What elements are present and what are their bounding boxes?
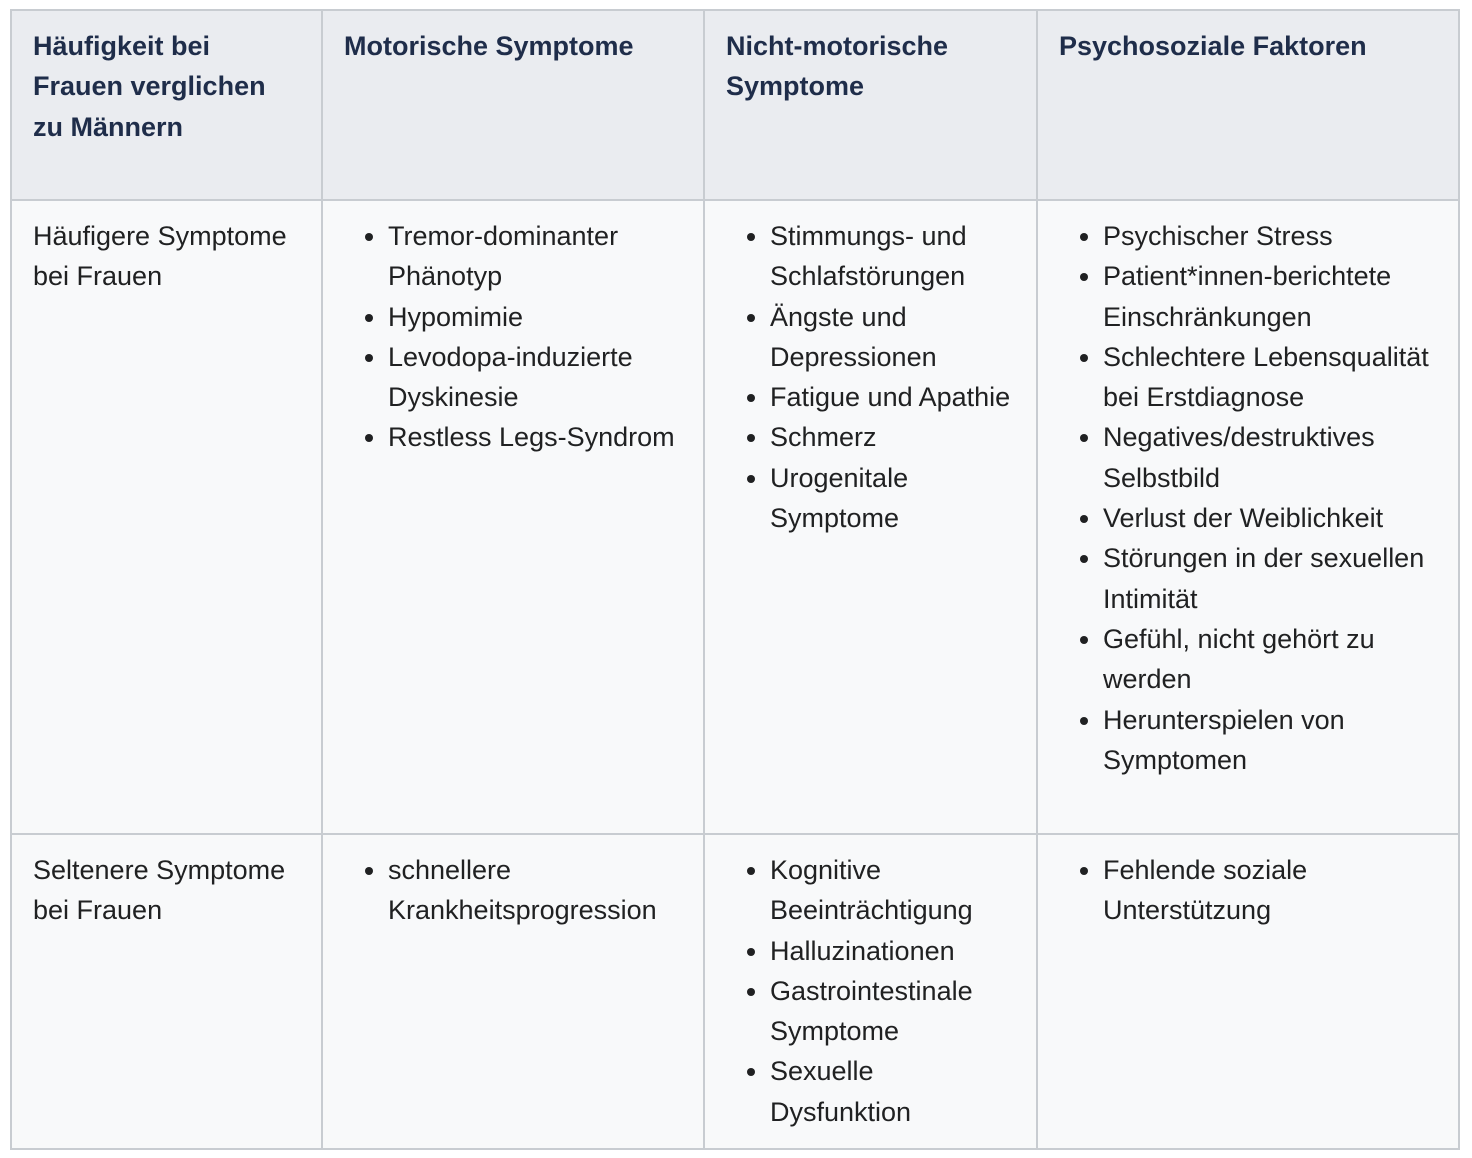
list-item: Kognitive Beeinträchtigung — [770, 850, 1016, 931]
symptom-comparison-table — [10, 9, 1460, 1150]
list-item: Levodopa-induzierte Dyskinesie — [388, 337, 683, 418]
table-header-row — [11, 10, 1459, 200]
header-motor-symptoms: Motorische Symptome — [322, 10, 704, 200]
list-item: Herunterspielen von Symptomen — [1103, 700, 1438, 781]
cell-motor-more-common — [322, 200, 704, 834]
list-item: Hypomimie — [388, 297, 683, 337]
psychosocial-list-less-common — [1059, 850, 1438, 931]
motor-list-less-common — [344, 850, 683, 931]
list-item: schnellere Krankheitsprogression — [388, 850, 683, 931]
list-item: Psychischer Stress — [1103, 216, 1438, 256]
list-item: Urogenitale Symptome — [770, 458, 1016, 539]
list-item: Fatigue und Apathie — [770, 377, 1016, 417]
list-item: Schmerz — [770, 417, 1016, 457]
list-item: Negatives/destruktives Selbstbild — [1103, 417, 1438, 498]
cell-psychosocial-less-common — [1037, 834, 1459, 1149]
table-row-less-common — [11, 834, 1459, 1149]
cell-non-motor-less-common — [704, 834, 1037, 1149]
header-frequency: Häufigkeit bei Frauen verglichen zu Männern — [11, 10, 322, 200]
cell-motor-less-common — [322, 834, 704, 1149]
list-item: Gefühl, nicht gehört zu werden — [1103, 619, 1438, 700]
list-item: Sexuelle Dysfunktion — [770, 1051, 1016, 1132]
row-label-more-common: Häufigere Symptome bei Frauen — [11, 200, 322, 834]
non-motor-list-less-common — [726, 850, 1016, 1132]
motor-list-more-common — [344, 216, 683, 458]
header-psychosocial-factors: Psychosoziale Faktoren — [1037, 10, 1459, 200]
list-item: Patient*innen-berichtete Einschränkungen — [1103, 256, 1438, 337]
list-item: Stimmungs- und Schlafstörungen — [770, 216, 1016, 297]
list-item: Verlust der Weiblichkeit — [1103, 498, 1438, 538]
list-item: Ängste und Depressionen — [770, 297, 1016, 378]
header-non-motor-symptoms: Nicht-motorische Symptome — [704, 10, 1037, 200]
list-item: Restless Legs-Syndrom — [388, 417, 683, 457]
list-item: Fehlende soziale Unterstützung — [1103, 850, 1438, 931]
non-motor-list-more-common — [726, 216, 1016, 538]
list-item: Gastrointestinale Symptome — [770, 971, 1016, 1052]
list-item: Halluzinationen — [770, 931, 1016, 971]
cell-non-motor-more-common — [704, 200, 1037, 834]
table-row-more-common — [11, 200, 1459, 834]
list-item: Tremor-dominanter Phänotyp — [388, 216, 683, 297]
list-item: Schlechtere Lebensqualität bei Erstdiagnose — [1103, 337, 1438, 418]
row-label-less-common: Seltenere Symptome bei Frauen — [11, 834, 322, 1149]
psychosocial-list-more-common — [1059, 216, 1438, 780]
cell-psychosocial-more-common — [1037, 200, 1459, 834]
list-item: Störungen in der sexuellen Intimität — [1103, 538, 1438, 619]
